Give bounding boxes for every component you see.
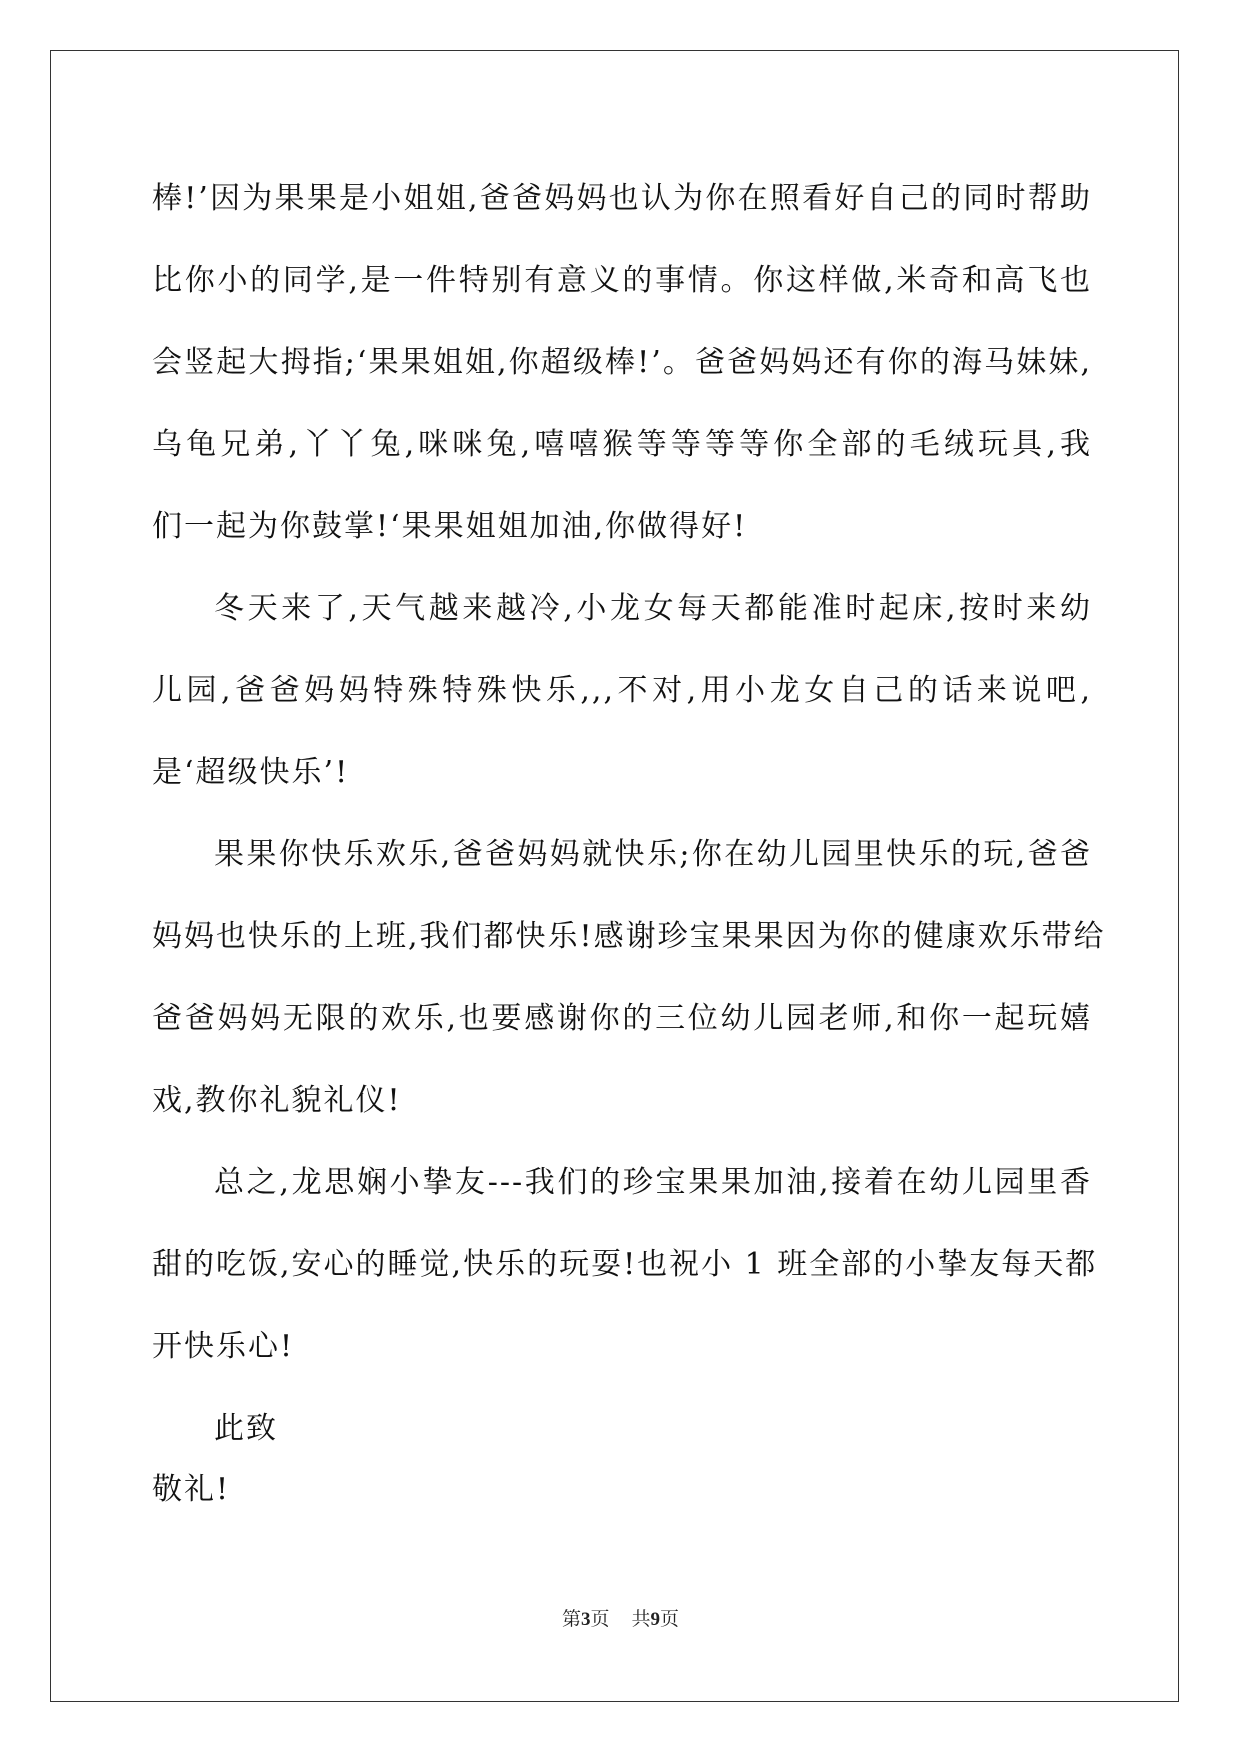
text-line: 戏,教你礼貌礼仪! — [152, 1083, 402, 1118]
text-line: 是‘超级快乐’! — [152, 755, 350, 790]
text-line: 乌龟兄弟,丫丫兔,咪咪兔,嘻嘻猴等等等等你全部的毛绒玩具,我 — [152, 427, 1092, 462]
text-line: 果果你快乐欢乐,爸爸妈妈就快乐;你在幼儿园里快乐的玩,爸爸 — [214, 837, 1092, 872]
text-line: 总之,龙思娴小挚友---我们的珍宝果果加油,接着在幼儿园里香 — [214, 1165, 1092, 1200]
footer-total-suffix: 页 — [660, 1609, 680, 1630]
text-line: 棒!’因为果果是小姐姐,爸爸妈妈也认为你在照看好自己的同时帮助 — [152, 181, 1092, 216]
footer-page-suffix: 页 — [590, 1609, 610, 1630]
text-line: 会竖起大拇指;‘果果姐姐,你超级棒!’。爸爸妈妈还有你的海马妹妹, — [152, 345, 1092, 380]
footer-prefix: 第 — [561, 1609, 581, 1630]
text-line: 冬天来了,天气越来越冷,小龙女每天都能准时起床,按时来幼 — [214, 591, 1092, 626]
text-line: 妈妈也快乐的上班,我们都快乐!感谢珍宝果果因为你的健康欢乐带给 — [152, 919, 1106, 954]
current-page-number: 3 — [580, 1609, 591, 1630]
letter-body — [152, 158, 1106, 1470]
text-line: 开快乐心! — [152, 1329, 295, 1364]
text-line: 儿园,爸爸妈妈特殊特殊快乐,,,不对,用小龙女自己的话来说吧, — [152, 673, 1092, 708]
page-footer — [0, 1604, 1241, 1631]
closing-phrase: 此致 — [214, 1411, 278, 1446]
closing-salute: 敬礼! — [152, 1472, 231, 1507]
text-line: 爸爸妈妈无限的欢乐,也要感谢你的三位幼儿园老师,和你一起玩嬉 — [152, 1001, 1092, 1036]
text-line: 们一起为你鼓掌!‘果果姐姐加油,你做得好! — [152, 509, 748, 544]
text-line: 甜的吃饭,安心的睡觉,快乐的玩耍!也祝小 1 班全部的小挚友每天都 — [152, 1247, 1098, 1282]
text-line: 比你小的同学,是一件特别有意义的事情。你这样做,米奇和高飞也 — [152, 263, 1092, 298]
total-pages-number: 9 — [650, 1609, 661, 1630]
footer-total-prefix: 共 — [631, 1609, 651, 1630]
